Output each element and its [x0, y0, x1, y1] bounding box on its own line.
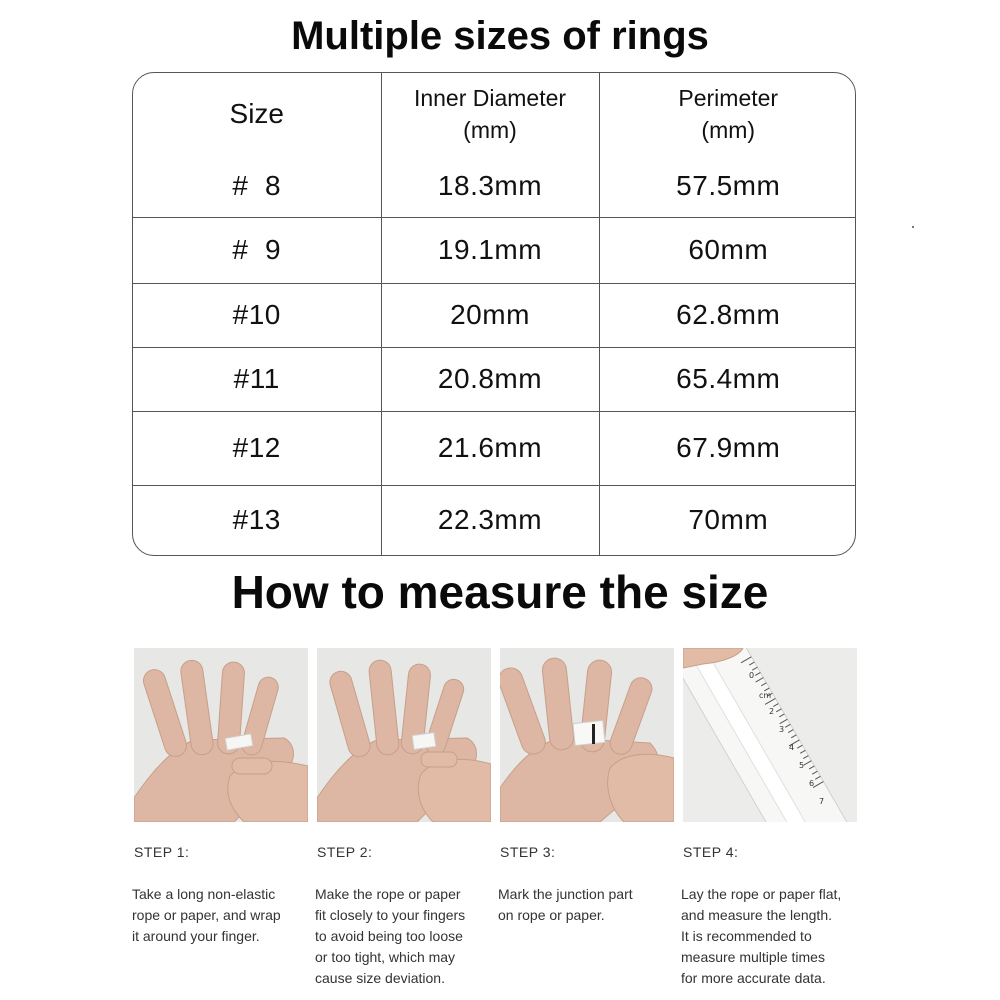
step-1-line: rope or paper, and wrap — [132, 907, 281, 923]
cell-inner-diameter: 21.6mm — [381, 411, 599, 485]
hand-wrapping-paper-strip-icon — [134, 648, 308, 822]
step-2-label: STEP 2: — [317, 844, 373, 860]
ruler-measuring-strip-icon — [683, 648, 857, 822]
ruler-mark-2: 2 — [769, 707, 775, 716]
page-title: Multiple sizes of rings — [291, 14, 709, 58]
table-row — [133, 155, 856, 217]
ruler-mark-4: 4 — [789, 743, 795, 752]
cell-size: #11 — [133, 347, 381, 411]
step-4-line: and measure the length. — [681, 907, 832, 923]
cell-perimeter: 57.5mm — [599, 155, 856, 217]
step-3-label: STEP 3: — [500, 844, 556, 860]
ruler-unit: cm — [759, 691, 772, 700]
size-table-grid — [133, 73, 856, 555]
cell-size: #10 — [133, 283, 381, 347]
ruler-mark-7: 7 — [819, 797, 825, 806]
header-perimeter-line2: (mm) — [701, 117, 756, 143]
cell-inner-diameter: 19.1mm — [381, 217, 599, 283]
ruler-mark-5: 5 — [799, 761, 805, 770]
step-1-photo — [134, 648, 308, 822]
step-3-text — [498, 884, 680, 926]
cell-size: #13 — [133, 485, 381, 555]
cell-size: # 9 — [133, 217, 381, 283]
step-2-photo — [317, 648, 491, 822]
step-4-line: for more accurate data. — [681, 970, 826, 986]
cell-size: # 8 — [133, 155, 381, 217]
step-2-line: cause size deviation. — [315, 970, 445, 986]
cell-perimeter: 65.4mm — [599, 347, 856, 411]
cell-inner-diameter: 22.3mm — [381, 485, 599, 555]
table-row — [133, 485, 856, 555]
cell-perimeter: 70mm — [688, 504, 769, 536]
table-row — [133, 347, 856, 411]
ruler-mark-3: 3 — [779, 725, 785, 734]
header-inner-diameter-line1: Inner Diameter — [413, 85, 567, 111]
measure-steps — [132, 648, 862, 998]
header-size: Size — [133, 73, 381, 155]
ruler-mark-6: 6 — [809, 779, 815, 788]
step-4-label: STEP 4: — [683, 844, 739, 860]
step-4-line: Lay the rope or paper flat, — [681, 886, 842, 902]
table-header-row — [133, 73, 856, 155]
step-1-line: Take a long non-elastic — [132, 886, 276, 902]
ring-size-table — [132, 72, 856, 556]
step-2-line: to avoid being too loose — [315, 928, 463, 944]
step-3-line: Mark the junction part — [498, 886, 633, 902]
header-perimeter — [599, 73, 856, 155]
ruler-mark-0: 0 — [749, 671, 755, 680]
cell-inner-diameter: 20mm — [381, 283, 599, 347]
cell-inner-diameter: 18.3mm — [381, 155, 599, 217]
cell-inner-diameter: 20.8mm — [381, 347, 599, 411]
table-row — [133, 283, 856, 347]
table-row — [133, 217, 856, 283]
step-2-text — [315, 884, 497, 989]
step-2-line: or too tight, which may — [315, 949, 456, 965]
header-perimeter-line1: Perimeter — [678, 85, 779, 111]
step-1-text — [132, 884, 314, 947]
header-inner-diameter-line2: (mm) — [463, 117, 517, 143]
step-4-photo — [683, 648, 857, 822]
step-4-line: measure multiple times — [681, 949, 825, 965]
table-row — [133, 411, 856, 485]
step-1-label: STEP 1: — [134, 844, 190, 860]
step-2-line: fit closely to your fingers — [315, 907, 466, 923]
hand-marking-junction-icon — [500, 648, 674, 822]
stray-dot — [912, 226, 914, 228]
step-4-line: It is recommended to — [681, 928, 812, 944]
step-2-line: Make the rope or paper — [315, 886, 461, 902]
cell-perimeter: 60mm — [599, 217, 856, 283]
cell-perimeter: 67.9mm — [599, 411, 856, 485]
step-1-line: it around your finger. — [132, 928, 260, 944]
cell-perimeter: 62.8mm — [599, 283, 856, 347]
step-4-text — [681, 884, 863, 989]
step-3-photo — [500, 648, 674, 822]
step-3-line: on rope or paper. — [498, 907, 605, 923]
cell-size: #12 — [133, 411, 381, 485]
hand-tightening-paper-strip-icon — [317, 648, 491, 822]
measure-title: How to measure the size — [231, 566, 769, 618]
header-inner-diameter — [381, 73, 599, 155]
